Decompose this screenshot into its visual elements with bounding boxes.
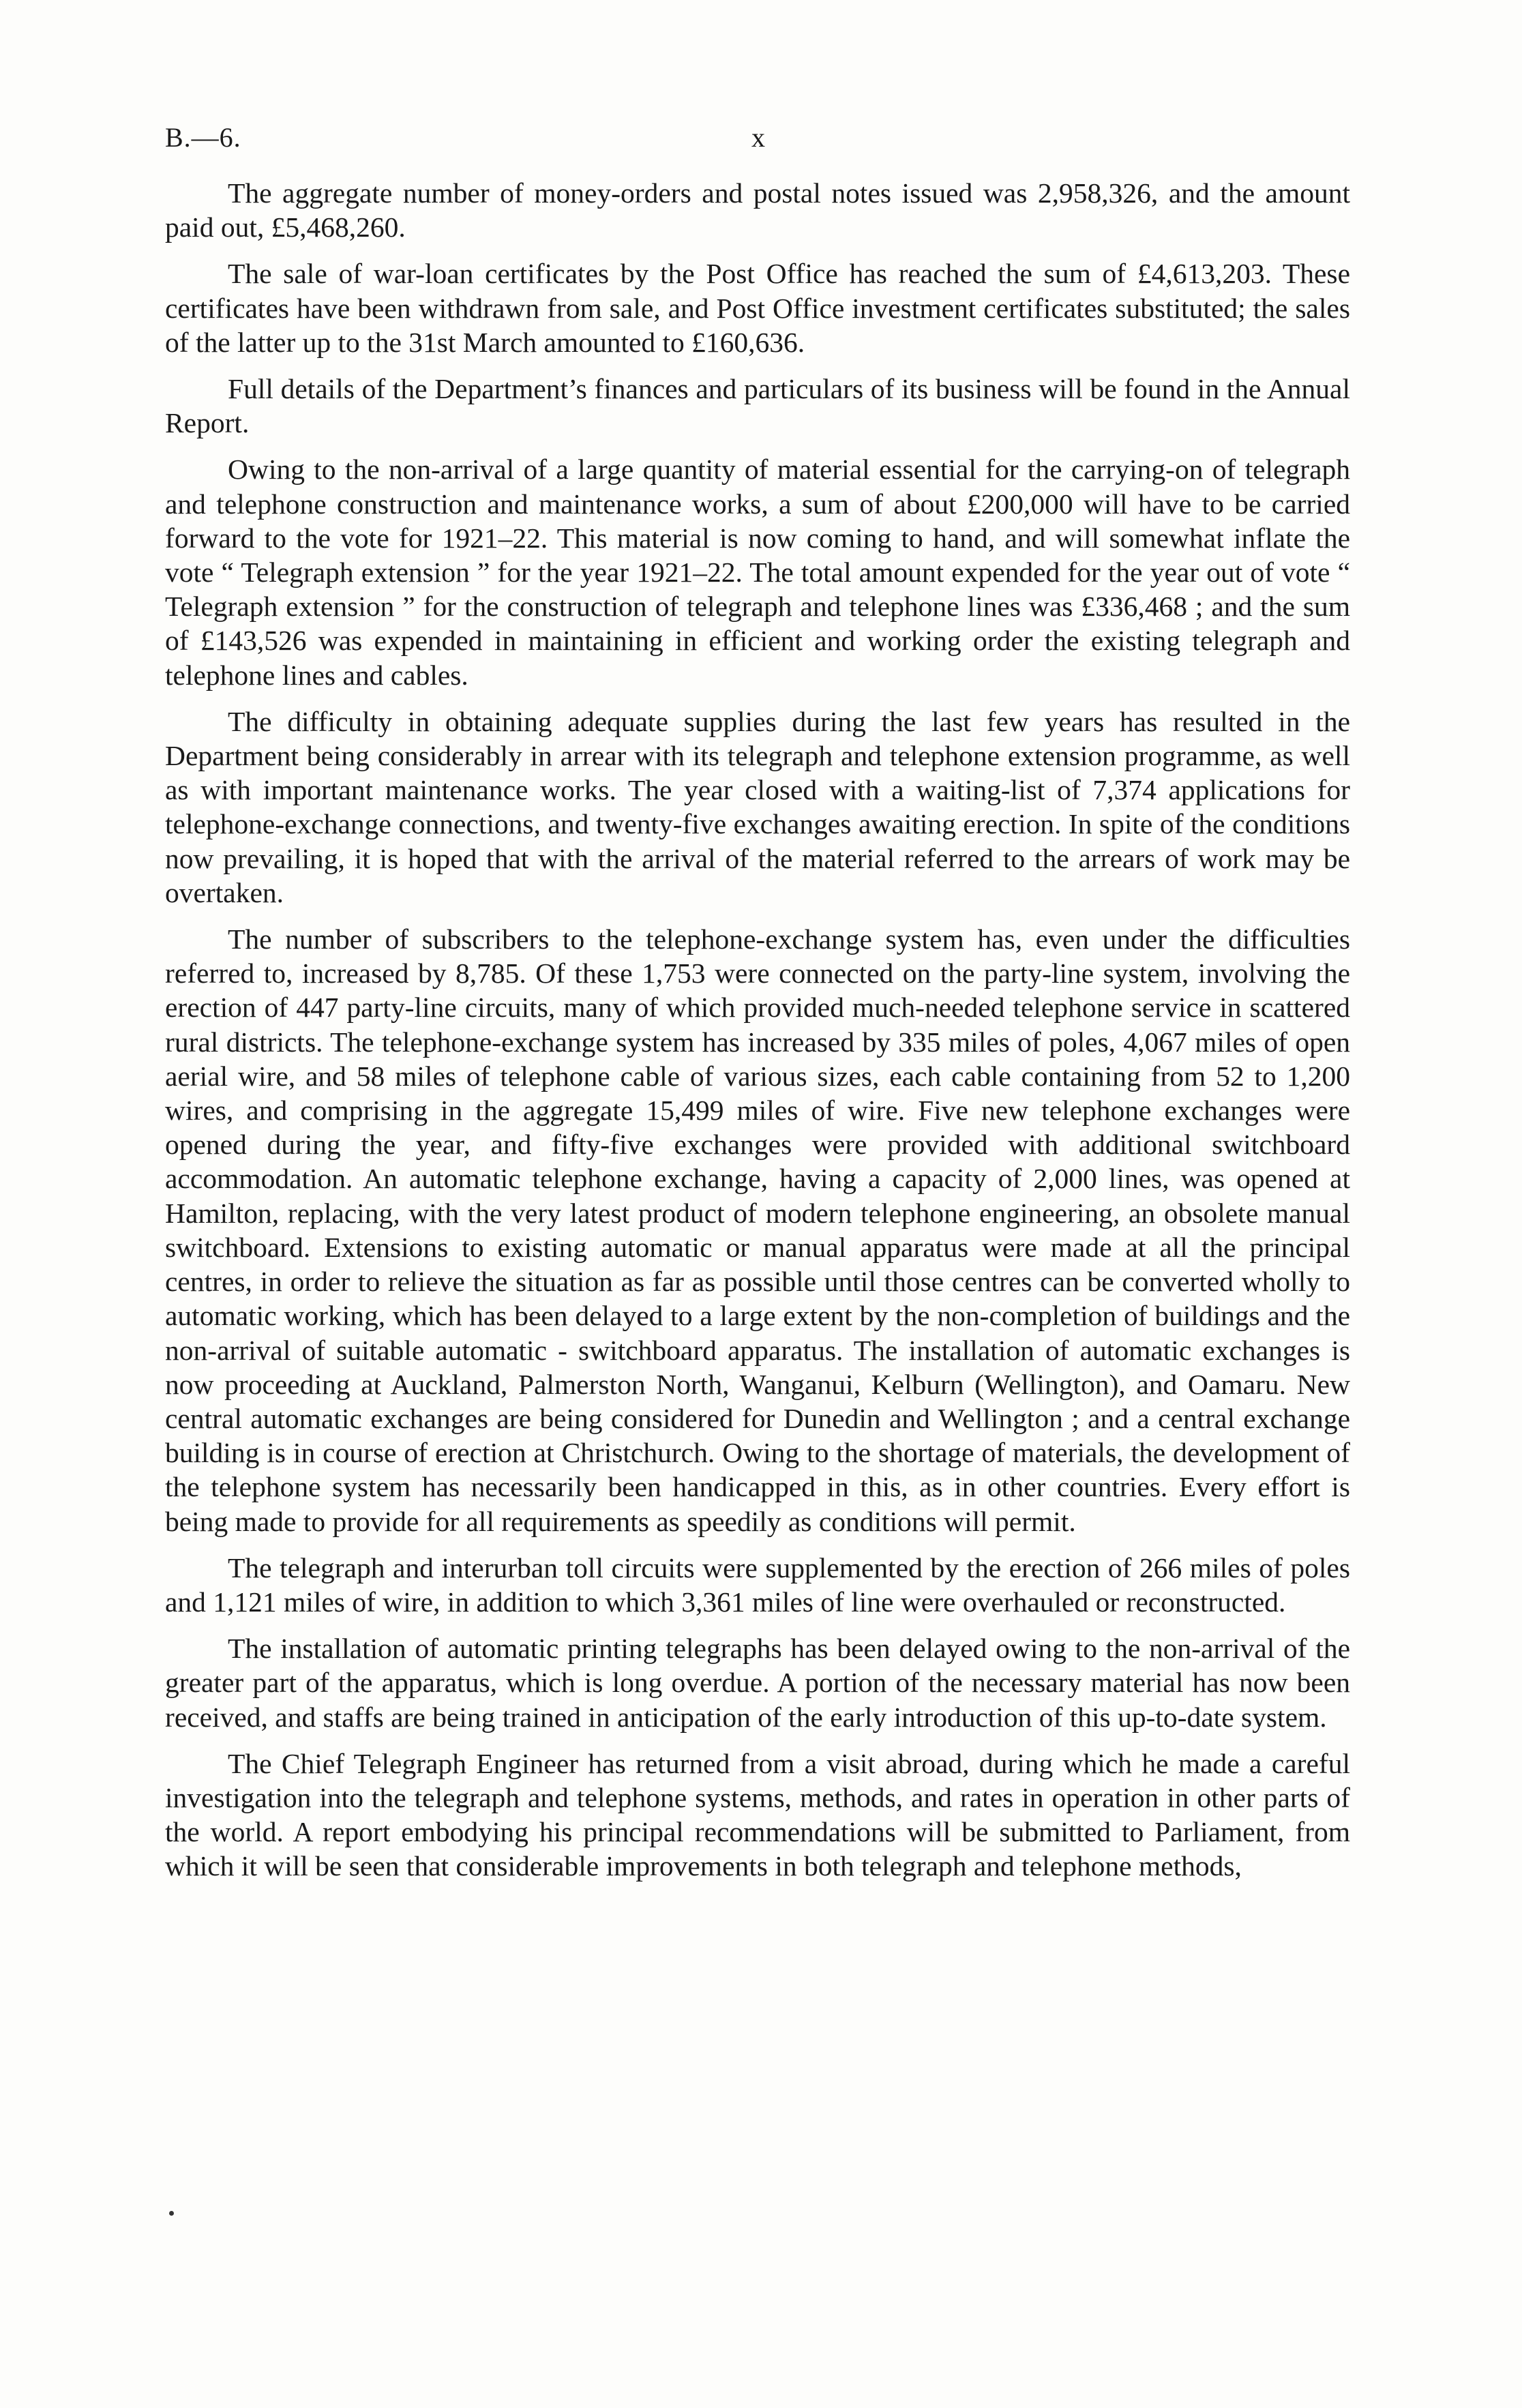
paragraph-war-loan: The sale of war-loan certificates by the Post Office has reached the sum of £4,613,203. These certificates have been withdrawn from sale, and Post Office investment certificates substituted; the sales of the latter up to the 31st March amounted to £160,636. [165,258,1350,358]
paragraph-annual-report: Full details of the Department’s finances and particulars of its business will be found in the Annual Report. [165,373,1350,439]
ink-speck [169,2211,174,2216]
page-number: x [751,122,765,153]
paragraph-chief-engineer: The Chief Telegraph Engineer has returned from a visit abroad, during which he made a careful investigation into the telegraph and telephone systems, methods, and rates in operation in other parts of the world. A report embodying his principal recommendations will be submitted to Parliament, from which it will be seen that considerable improvements in both telegraph and telephone methods, [165,1747,1350,1882]
paragraph-money-orders: The aggregate number of money-orders and postal notes issued was 2,958,326, and the amount paid out, £5,468,260. [165,177,1350,243]
paragraph-printing-telegraphs: The installation of automatic printing telegraphs has been delayed owing to the non-arrival of the greater part of the apparatus, which is long overdue. A portion of the necessary material has now been received, and staffs are being trained in anticipation of the early introduction of this up-to-date system. [165,1633,1350,1733]
document-reference: B.—6. [165,122,241,153]
paragraph-material-shortage: Owing to the non-arrival of a large quantity of material essential for the carrying-on of telegraph and telephone construction and maintenance works, a sum of about £200,000 will have to be carried forward to the vote for 1921–22. This material is now coming to hand, and will somewhat inflate the vote “ Telegraph extension ” for the year 1921–22. The total amount expended for the year out of vote “ Telegraph extension ” for the construction of telegraph and telephone lines was £336,468 ; and the sum of £143,526 was expended in maintaining in efficient and working order the existing telegraph and telephone lines and cables. [165,454,1350,691]
body-text [165,176,1350,1896]
paragraph-telephone-exchange: The number of subscribers to the telephone-exchange system has, even under the difficulties referred to, increased by 8,785. Of these 1,753 were connected on the party-line system, involving the erection of 447 party-line circuits, many of which provided much-needed telephone service in scattered rural districts. The telephone-exchange system has increased by 335 miles of poles, 4,067 miles of open aerial wire, and 58 miles of telephone cable of various sizes, each cable containing from 52 to 1,200 wires, and comprising in the aggregate 15,499 miles of wire. Five new telephone exchanges were opened during the year, and fifty-five exchanges were provided with additional switchboard accommodation. An automatic telephone exchange, having a capacity of 2,000 lines, was opened at Hamilton, replacing, with the very latest product of modern telephone engineering, an obsolete manual switchboard. Extensions to existing automatic or manual apparatus were made at all the principal centres, in order to relieve the situation as far as possible until those centres can be converted wholly to automatic working, which has been delayed to a large extent by the non-completion of buildings and the non-arrival of suitable automatic - switchboard apparatus. The installation of automatic exchanges is now proceeding at Auckland, Palmerston North, Wanganui, Kelburn (Wellington), and Oamaru. New central automatic exchanges are being considered for Dunedin and Wellington ; and a central exchange building is in course of erection at Christchurch. Owing to the shortage of materials, the development of the telephone system has necessarily been handicapped in this, as in other countries. Every effort is being made to provide for all requirements as speedily as conditions will permit. [165,923,1350,1537]
page-header [165,121,1350,162]
paragraph-supply-difficulty: The difficulty in obtaining adequate supplies during the last few years has resulted in the Department being considerably in arrear with its telegraph and telephone extension programme, as well as with important maintenance works. The year closed with a waiting-list of 7,374 applications for telephone-exchange connections, and twenty-five exchanges awaiting erection. In spite of the conditions now prevailing, it is hoped that with the arrival of the material referred to the arrears of work may be overtaken. [165,705,1350,908]
paragraph-toll-circuits: The telegraph and interurban toll circuits were supplemented by the erection of 266 miles of poles and 1,121 miles of wire, in addition to which 3,361 miles of line were overhauled or reconstructed. [165,1551,1350,1618]
